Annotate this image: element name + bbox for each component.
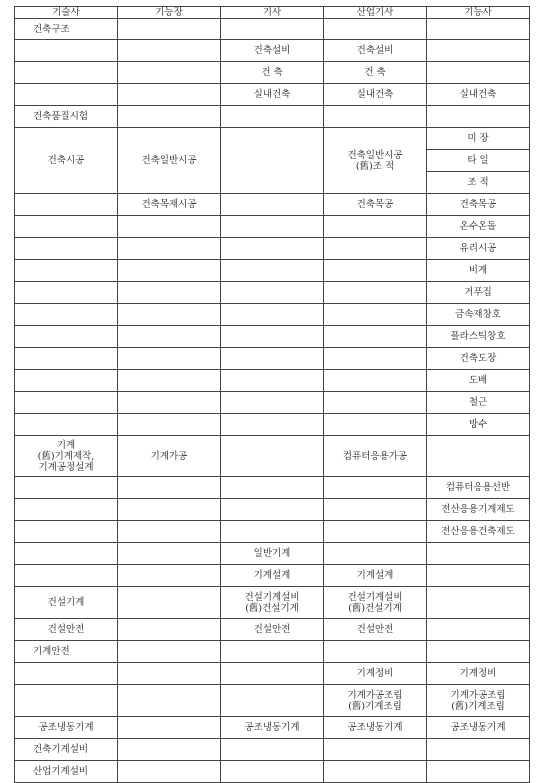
table-row xyxy=(15,641,530,663)
table-cell xyxy=(118,641,221,663)
table-cell xyxy=(427,128,530,194)
table-row xyxy=(15,436,530,477)
sub-cell: 조 적 xyxy=(467,177,489,188)
table-row xyxy=(15,761,530,783)
table-row xyxy=(15,304,530,326)
table-cell xyxy=(324,477,427,499)
table-cell: 건축시공 xyxy=(15,128,118,194)
table-cell xyxy=(118,370,221,392)
table-cell xyxy=(15,326,118,348)
table-cell xyxy=(118,619,221,641)
table-cell xyxy=(118,663,221,685)
table-cell xyxy=(15,663,118,685)
table-row xyxy=(15,587,530,619)
table-cell: 기계가공 xyxy=(118,436,221,477)
table-body xyxy=(15,19,530,783)
table-cell: 건축일반시공 (舊)조 적 xyxy=(324,128,427,194)
table-cell xyxy=(324,370,427,392)
table-row xyxy=(15,477,530,499)
table-row xyxy=(15,326,530,348)
table-cell xyxy=(427,619,530,641)
table-cell xyxy=(118,477,221,499)
table-cell xyxy=(221,521,324,543)
table-row xyxy=(15,414,530,436)
table-cell: 비계 xyxy=(427,260,530,282)
table-cell xyxy=(15,414,118,436)
table-row xyxy=(15,194,530,216)
table-cell xyxy=(118,84,221,106)
table-cell: 건축설비 xyxy=(324,40,427,62)
table-row xyxy=(15,260,530,282)
table-row xyxy=(15,499,530,521)
table-cell xyxy=(324,641,427,663)
table-cell xyxy=(15,62,118,84)
table-cell xyxy=(15,282,118,304)
table-cell xyxy=(427,543,530,565)
table-cell xyxy=(118,587,221,619)
table-cell xyxy=(221,663,324,685)
table-cell xyxy=(427,62,530,84)
table-cell xyxy=(221,260,324,282)
table-row xyxy=(15,565,530,587)
table-cell xyxy=(118,348,221,370)
table-cell: 도배 xyxy=(427,370,530,392)
table-cell xyxy=(324,392,427,414)
table-cell: 철근 xyxy=(427,392,530,414)
table-cell: 유리시공 xyxy=(427,238,530,260)
table-cell xyxy=(118,565,221,587)
table-row xyxy=(15,238,530,260)
table-cell: 공조냉동기계 xyxy=(15,717,118,739)
table-cell: 건설안전 xyxy=(221,619,324,641)
table-row xyxy=(15,84,530,106)
table-cell xyxy=(324,761,427,783)
table-cell: 기계설계 xyxy=(324,565,427,587)
table-cell xyxy=(221,641,324,663)
table-cell: 온수온돌 xyxy=(427,216,530,238)
table-cell xyxy=(324,106,427,128)
table-cell: 건축도장 xyxy=(427,348,530,370)
table-cell: 기계 (舊)기계제작, 기계공정설계 xyxy=(15,436,118,477)
table-cell xyxy=(427,40,530,62)
table-cell xyxy=(15,84,118,106)
table-cell: 기계가공조립 (舊)기계조립 xyxy=(427,685,530,717)
table-cell xyxy=(427,565,530,587)
table-cell xyxy=(427,587,530,619)
table-cell: 기계가공조립 (舊)기계조립 xyxy=(324,685,427,717)
table-cell xyxy=(15,40,118,62)
table-cell: 건축일반시공 xyxy=(118,128,221,194)
table-row xyxy=(15,543,530,565)
header-cell: 기능장 xyxy=(118,7,221,19)
table-cell xyxy=(427,641,530,663)
table-cell xyxy=(118,260,221,282)
table-cell xyxy=(15,392,118,414)
table-cell: 건축설비 xyxy=(221,40,324,62)
table-row xyxy=(15,19,530,40)
table-row xyxy=(15,392,530,414)
table-cell xyxy=(221,326,324,348)
header-cell: 기사 xyxy=(221,7,324,19)
table-row xyxy=(15,62,530,84)
table-cell xyxy=(324,282,427,304)
table-cell xyxy=(118,282,221,304)
table-cell xyxy=(118,414,221,436)
table-cell xyxy=(15,238,118,260)
table-cell xyxy=(221,685,324,717)
table-cell xyxy=(324,414,427,436)
table-cell: 건 축 xyxy=(324,62,427,84)
header-cell: 산업기사 xyxy=(324,7,427,19)
table-cell: 기계정비 xyxy=(427,663,530,685)
sub-cell: 미 장 xyxy=(427,128,529,150)
table-row xyxy=(15,282,530,304)
table-cell: 건설기계설비 (舊)건설기계 xyxy=(221,587,324,619)
table-row xyxy=(15,521,530,543)
table-cell xyxy=(15,477,118,499)
table-cell xyxy=(221,739,324,761)
table-cell xyxy=(15,543,118,565)
table-cell xyxy=(118,19,221,40)
table-cell: 건설기계 xyxy=(15,587,118,619)
table-cell xyxy=(118,62,221,84)
table-cell xyxy=(324,739,427,761)
table-cell: 실내건축 xyxy=(324,84,427,106)
table-cell: 산업기계설비 xyxy=(15,761,118,783)
table-cell: 일반기계 xyxy=(221,543,324,565)
table-cell xyxy=(221,436,324,477)
table-cell: 컴퓨터응용선반 xyxy=(427,477,530,499)
table-cell xyxy=(221,414,324,436)
table-cell xyxy=(118,106,221,128)
table-cell: 기계정비 xyxy=(324,663,427,685)
table-cell xyxy=(221,194,324,216)
table-cell xyxy=(324,348,427,370)
table-row xyxy=(15,739,530,761)
table-cell xyxy=(15,348,118,370)
table-cell: 기계설계 xyxy=(221,565,324,587)
table-cell: 공조냉동기계 xyxy=(427,717,530,739)
table-cell xyxy=(118,739,221,761)
sub-cell-stack xyxy=(427,128,529,193)
table-cell xyxy=(118,761,221,783)
table-cell xyxy=(221,128,324,194)
sub-cell: 타 일 xyxy=(427,150,529,172)
table-row xyxy=(15,685,530,717)
table-cell xyxy=(324,260,427,282)
table-cell: 건축기계설비 xyxy=(15,739,118,761)
table-cell xyxy=(221,19,324,40)
certification-table xyxy=(14,6,530,783)
table-cell xyxy=(15,499,118,521)
table-row xyxy=(15,128,530,194)
table-cell: 공조냉동기계 xyxy=(221,717,324,739)
table-cell xyxy=(427,106,530,128)
table-cell: 실내건축 xyxy=(221,84,324,106)
table-cell: 공조냉동기계 xyxy=(324,717,427,739)
table-cell xyxy=(221,216,324,238)
table-cell xyxy=(221,348,324,370)
table-cell: 건설기계설비 (舊)건설기계 xyxy=(324,587,427,619)
table-row xyxy=(15,106,530,128)
table-cell: 전산응용건축제도 xyxy=(427,521,530,543)
table-row xyxy=(15,619,530,641)
table-cell: 실내건축 xyxy=(427,84,530,106)
table-cell xyxy=(221,477,324,499)
table-cell: 건축품질시험 xyxy=(15,106,118,128)
table-cell: 금속재창호 xyxy=(427,304,530,326)
table-cell xyxy=(15,304,118,326)
table-cell xyxy=(15,260,118,282)
table-cell: 거푸집 xyxy=(427,282,530,304)
table-row xyxy=(15,216,530,238)
table-cell: 건 축 xyxy=(221,62,324,84)
table-cell xyxy=(15,565,118,587)
table-cell xyxy=(118,543,221,565)
table-cell xyxy=(15,521,118,543)
table-cell: 건축목재시공 xyxy=(118,194,221,216)
table-cell xyxy=(118,216,221,238)
table-cell xyxy=(221,282,324,304)
table-cell: 컴퓨터응용가공 xyxy=(324,436,427,477)
table-row xyxy=(15,717,530,739)
header-row xyxy=(15,7,530,19)
table-cell: 방수 xyxy=(427,414,530,436)
table-cell xyxy=(118,685,221,717)
table-cell: 건설안전 xyxy=(15,619,118,641)
table-cell xyxy=(15,685,118,717)
table-row xyxy=(15,663,530,685)
header-cell: 기술사 xyxy=(15,7,118,19)
table-cell xyxy=(324,304,427,326)
table-cell xyxy=(324,326,427,348)
table-cell xyxy=(427,761,530,783)
table-cell xyxy=(324,19,427,40)
table-cell xyxy=(324,543,427,565)
table-cell xyxy=(221,106,324,128)
table-cell xyxy=(221,761,324,783)
table-row xyxy=(15,40,530,62)
table-cell xyxy=(324,238,427,260)
table-cell: 건설안전 xyxy=(324,619,427,641)
table-cell xyxy=(118,499,221,521)
table-cell xyxy=(118,521,221,543)
table-cell: 건축목공 xyxy=(427,194,530,216)
table-cell xyxy=(221,392,324,414)
header-cell: 기능사 xyxy=(427,7,530,19)
table-cell xyxy=(221,304,324,326)
table-cell xyxy=(15,216,118,238)
table-cell xyxy=(118,326,221,348)
table-cell xyxy=(221,499,324,521)
table-cell xyxy=(324,521,427,543)
table-cell xyxy=(118,40,221,62)
table-cell xyxy=(324,499,427,521)
table-cell xyxy=(15,370,118,392)
table-cell xyxy=(118,238,221,260)
table-cell: 전산응용기계제도 xyxy=(427,499,530,521)
table-cell xyxy=(324,216,427,238)
table-cell xyxy=(221,370,324,392)
table-cell xyxy=(221,238,324,260)
table-cell: 건축목공 xyxy=(324,194,427,216)
table-cell: 건축구조 xyxy=(15,19,118,40)
table-cell xyxy=(15,194,118,216)
table-row xyxy=(15,370,530,392)
table-cell: 기계안전 xyxy=(15,641,118,663)
table-cell xyxy=(427,739,530,761)
table-cell xyxy=(118,304,221,326)
table-cell xyxy=(427,436,530,477)
table-row xyxy=(15,348,530,370)
table-cell: 플라스틱창호 xyxy=(427,326,530,348)
table-cell xyxy=(118,717,221,739)
table-cell xyxy=(118,392,221,414)
table-cell xyxy=(427,19,530,40)
